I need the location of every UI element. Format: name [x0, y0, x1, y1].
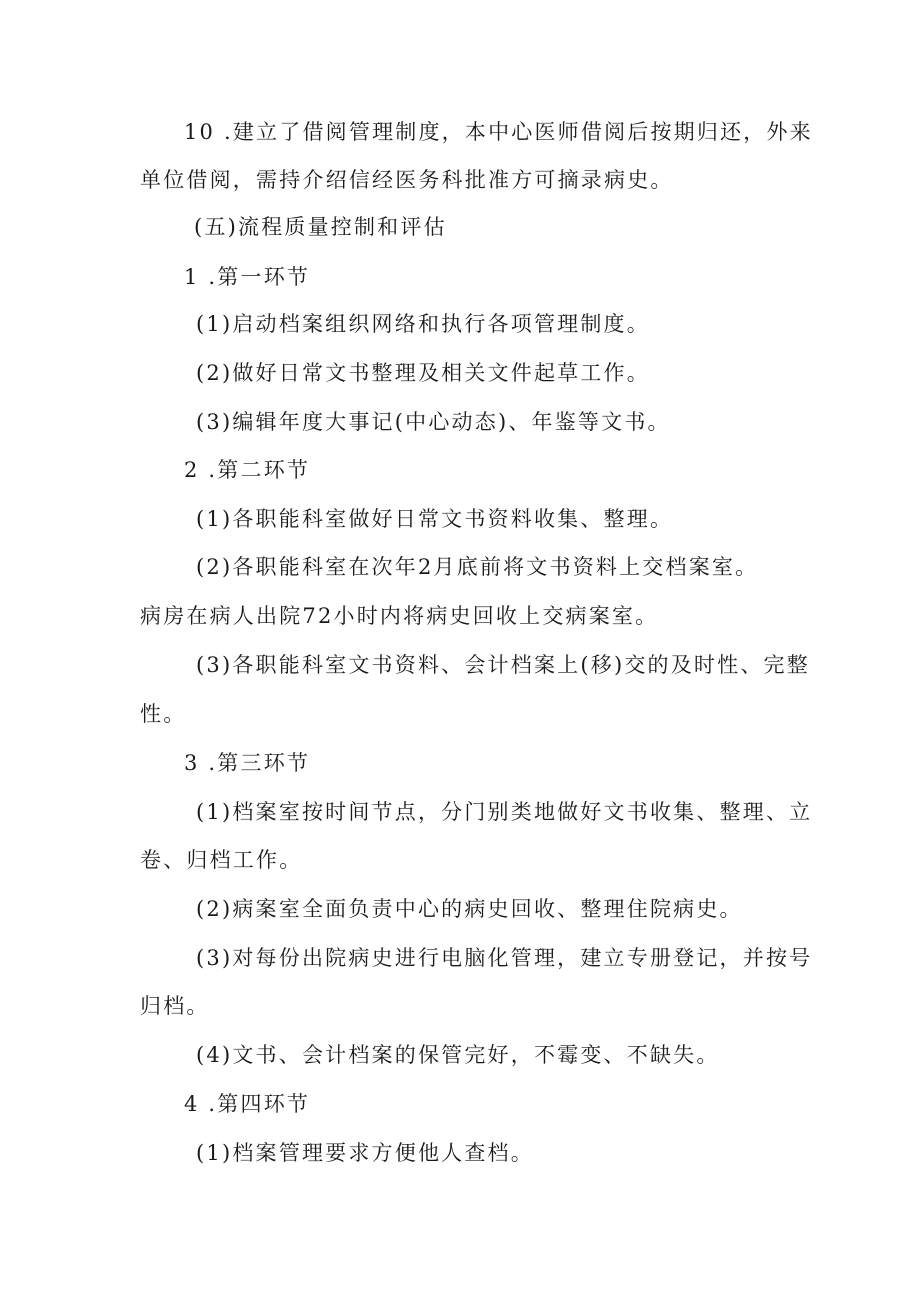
- stage-3-item-1-continuation: 卷、归档工作。: [140, 848, 303, 872]
- stage-2-item-3-continuation: 性。: [140, 702, 187, 726]
- stage-3-item-3-continuation: 归档。: [140, 994, 210, 1018]
- stage-3-item-3: (3)对每份出院病史进行电脑化管理，建立专册登记，并按号: [196, 946, 813, 970]
- subheading-stage-3: 3 .第三环节: [184, 751, 311, 775]
- subheading-stage-2: 2 .第二环节: [184, 458, 311, 482]
- section-heading-five: (五)流程质量控制和评估: [194, 215, 447, 239]
- stage-3-item-2: (2)病案室全面负责中心的病史回收、整理住院病史。: [196, 897, 743, 921]
- stage-1-item-1: (1)启动档案组织网络和执行各项管理制度。: [196, 312, 650, 336]
- stage-1-item-2: (2)做好日常文书整理及相关文件起草工作。: [196, 361, 650, 385]
- stage-2-item-2: (2)各职能科室在次年2月底前将文书资料上交档案室。: [196, 555, 759, 579]
- paragraph-item-10-continuation: 单位借阅，需持介绍信经医务科批准方可摘录病史。: [140, 168, 674, 192]
- stage-2-item-2-continuation: 病房在病人出院72小时内将病史回收上交病案室。: [140, 604, 659, 628]
- stage-2-item-1: (1)各职能科室做好日常文书资料收集、整理。: [196, 507, 674, 531]
- stage-4-item-1: (1)档案管理要求方便他人查档。: [196, 1141, 534, 1165]
- subheading-stage-4: 4 .第四环节: [184, 1092, 311, 1116]
- stage-2-item-3: (3)各职能科室文书资料、会计档案上(移)交的及时性、完整: [196, 653, 810, 677]
- stage-3-item-1: (1)档案室按时间节点，分门别类地做好文书收集、整理、立: [196, 800, 813, 824]
- stage-1-item-3: (3)编辑年度大事记(中心动态)、年鉴等文书。: [196, 410, 671, 434]
- paragraph-item-10: 10 .建立了借阅管理制度，本中心医师借阅后按期归还，外来: [184, 120, 813, 144]
- stage-3-item-4: (4)文书、会计档案的保管完好，不霉变、不缺失。: [196, 1043, 720, 1067]
- subheading-stage-1: 1 .第一环节: [184, 265, 311, 289]
